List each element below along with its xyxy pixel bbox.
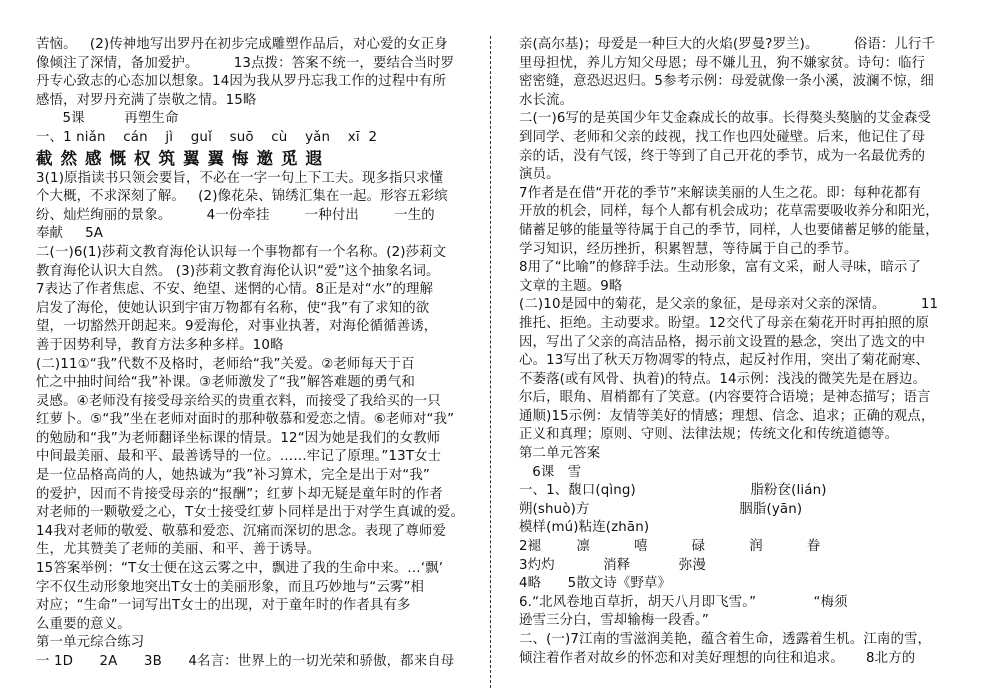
text-line: 3(1)原指读书只领会要旨，不必在一字一句上下工夫。现多指只求懂: [36, 170, 444, 186]
text-line: 苦恼。 (2)传神地写出罗丹在初步完成雕塑作品后，对心爱的女正身: [36, 37, 448, 52]
text-line: 对应；“生命”一词写出T女士的出现，对于童年时的作者具有多: [36, 598, 411, 614]
text-line: 善于因势利导，教育方法多种多样。10略: [36, 337, 284, 353]
text-line: 启发了海伦，使她认识到宇宙万物都有名称，使“我”有了求知的欲: [36, 300, 430, 316]
text-line: 截然感慨权筑翼翼悔邀觅遐: [36, 148, 330, 168]
text-line: 忙之中抽时间给“我”补课。③老师激发了“我”解答难题的勇气和: [36, 375, 416, 391]
text-line: 15答案举例：“T女士便在这云雾之中，飘进了我的生命中来。…‘飘’: [36, 561, 444, 577]
text-line: 是一位品格高尚的人，她热诚为“我”补习算术，完全是出于对“我”: [36, 468, 430, 484]
text-line: 不萎落(或有风骨、执着)的特点。14示例：浅浅的微笑先是在唇边。: [519, 371, 927, 387]
text-line: 里母担忧，养儿方知父母恩；母不嫌儿丑，狗不嫌家贫。诗句：临行: [519, 55, 926, 71]
text-line: 的勉励和“我”为老师翻译坐标课的情景。12“因为她是我们的女教师: [36, 430, 441, 446]
text-line: 亲的话，没有气馁，终于等到了自己开花的季节，成为一名最优秀的: [519, 148, 926, 164]
text-line: 正义和真理；原则、守则、法律法规；传统文化和传统道德等。: [519, 427, 899, 443]
text-line: 红萝卜。⑤“我”坐在老师对面时的那种敬慕和爱恋之情。⑥老师对“我”: [36, 412, 455, 428]
text-line: 丹专心致志的心态加以想象。14因为我从罗丹忘我工作的过程中有所: [36, 74, 447, 90]
right-column: [519, 36, 947, 668]
text-line: 6课 雪: [519, 464, 582, 480]
text-line: 储蓄足够的能量等待属于自己的季节，同样，人也要储蓄足够的能量，: [519, 222, 939, 238]
text-line: 模样(mú)粘连(zhān): [519, 520, 650, 536]
text-line: 个大概，不求深刻了解。 (2)像花朵、锦绣汇集在一起。形容五彩缤: [36, 189, 448, 205]
text-line: 纷、灿烂绚丽的景象。 4一份牵挂 一种付出 一生的: [36, 207, 435, 223]
text-line: 二(一)6(1)莎莉文教育海伦认识每一个事物都有一个名称。(2)莎莉文: [36, 244, 447, 260]
text-line: 的爱护，因而不肯接受母亲的“报酬”；红萝卜却无疑是童年时的作者: [36, 486, 443, 502]
text-line: 第一单元综合练习: [36, 635, 145, 651]
text-line: 亲(高尔基)；母爱是一种巨大的火焰(罗曼?罗兰)。 俗语：儿行千: [519, 37, 936, 52]
text-line: 感悟，对罗丹充满了崇敬之情。15略: [36, 92, 257, 108]
text-line: 灵感。④老师没有接受母亲给买的贵重衣料，而接受了我给买的一只: [36, 393, 441, 409]
text-line: 奉献 5A: [36, 226, 104, 242]
text-line: 8用了“比喻”的修辞手法。生动形象，富有文采，耐人寻味，暗示了: [519, 260, 921, 276]
text-line: 一 1D 2A 3B 4名言：世界上的一切光荣和骄傲，都来自母: [36, 654, 455, 669]
text-line: 6.“北风卷地百草折，胡天八月即飞雪。” “梅须: [519, 594, 848, 610]
text-line: 一、1、馥口(qìng) 脂粉奁(lián): [519, 483, 827, 499]
text-line: 水长流。: [519, 92, 574, 108]
text-line: (二)10是园中的菊花，是父亲的象征，是母亲对父亲的深情。 11: [519, 297, 939, 313]
text-line: 2褪 凛 嘻 碌 润 眷: [519, 539, 821, 555]
text-line: 14我对老师的敬爱、敬慕和爱恋、沉痛而深切的思念。表现了尊师爱: [36, 523, 447, 539]
column-divider: [490, 36, 491, 688]
text-line: (二)11①“我”代数不及格时，老师给“我”关爱。②老师每天于百: [36, 356, 415, 372]
text-line: 中间最美丽、最和平、最善诱导的一位。……牢记了原理。”13T女士: [36, 449, 442, 465]
left-column: [36, 36, 468, 672]
text-line: 4略 5散文诗《野草》: [519, 576, 672, 592]
text-line: 开放的机会，同样，每个人都有机会成功；花草需要吸收养分和阳光，: [519, 204, 939, 220]
text-line: 二(一)6写的是英国少年艾金森成长的故事。长得獒头獒脑的艾金森受: [519, 111, 932, 127]
text-line: 对老师的一颗敬爱之心，T女士接受红萝卜同样是出于对学生真诚的爱。: [36, 505, 465, 521]
text-line: 3灼灼 消释 弥漫: [519, 557, 706, 573]
text-line: 像倾注了深情，备加爱护。 13点拨：答案不统一，要结合当时罗: [36, 55, 455, 71]
text-line: 学习知识，经历挫折，积累智慧，等待属于自己的季节。: [519, 241, 858, 257]
text-line: 二、(一)7江南的雪滋润美艳，蕴含着生命，透露着生机。江南的雪，: [519, 632, 932, 647]
text-line: 到同学、老师和父亲的歧视，找工作也四处碰壁。后来，他记住了母: [519, 129, 926, 145]
text-line: 朔(shuò)方 胭脂(yān): [519, 501, 803, 517]
text-line: 心。13写出了秋天万物凋零的特点，起反衬作用，突出了菊花耐寒、: [519, 353, 930, 369]
text-line: 第二单元答案: [519, 446, 601, 462]
text-line: 生，尤其赞美了老师的美丽、和平、善于诱导。: [36, 542, 321, 558]
text-line: 逊雪三分白，雪却输梅一段香。”: [519, 613, 709, 629]
text-line: 教育海伦认识大自然。 (3)莎莉文教育海伦认识“爱”这个抽象名词。: [36, 263, 440, 279]
text-line: 倾注着作者对故乡的怀恋和对美好理想的向往和追求。 8北方的: [519, 650, 916, 666]
text-line: 7表达了作者焦虑、不安、绝望、迷惘的心情。8正是对“水”的理解: [36, 282, 434, 298]
text-line: 通顺)15示例：友情等美好的情感；理想、信念、追求；正确的观点，: [519, 408, 935, 424]
text-line: 5课 再塑生命: [36, 111, 179, 127]
text-line: 因，写出了父亲的高洁品格，揭示前文设置的悬念，突出了选文的中: [519, 334, 926, 350]
text-line: 文章的主题。9略: [519, 278, 623, 294]
text-line: 推托、拒绝。主动要求。盼望。12交代了母亲在菊花开时再拍照的原: [519, 315, 930, 331]
text-line: 一、1 niǎn cán jì guǐ suō cù yǎn xī 2: [36, 129, 378, 145]
text-line: 字不仅生动形象地突出T女士的美丽形象，而且巧妙地与“云雾”相: [36, 579, 425, 595]
text-line: 望，一切豁然开朗起来。9爱海伦，对事业执著，对海伦循循善诱，: [36, 319, 438, 335]
text-line: 演员。: [519, 167, 560, 183]
text-line: 7作者是在借“开花的季节”来解读美丽的人生之花。即：每种花都有: [519, 185, 921, 201]
text-line: 密密缝，意恐迟迟归。5参考示例：母爱就像一条小溪，波澜不惊，细: [519, 74, 934, 90]
text-line: 尔后，眼角、眉梢都有了笑意。(内容要符合语境；是神态描写；语言: [519, 390, 931, 406]
text-line: 么重要的意义。: [36, 616, 131, 632]
